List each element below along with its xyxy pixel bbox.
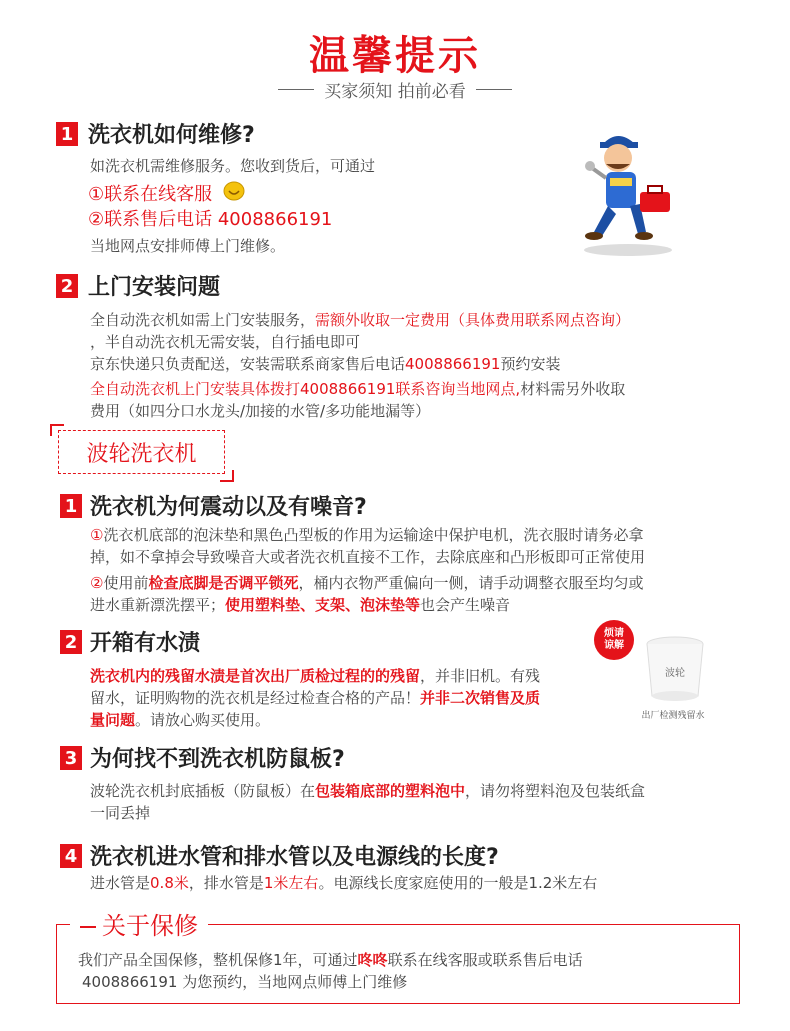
- install-line-3: [90, 353, 560, 375]
- repair-intro: 如洗衣机需维修服务。您收到货后，可通过: [90, 157, 376, 175]
- warranty-line-1-post: 联系在线客服或联系售后电话: [387, 951, 583, 969]
- apology-badge-text: 烦请谅解: [604, 628, 624, 651]
- warranty-title-dash: [80, 926, 96, 928]
- q1-heading: 洗衣机为何震动以及有噪音?: [90, 495, 367, 520]
- q4-inlet-label: 进水管是: [90, 874, 151, 892]
- page-subtitle: 买家须知 拍前必看: [324, 81, 466, 102]
- repair-option-online-text: ①联系在线客服: [88, 184, 213, 205]
- install-line-1: [90, 309, 630, 331]
- q4-inlet-length: 0.8米: [150, 874, 189, 892]
- chat-icon: [222, 180, 246, 210]
- warranty-title: [70, 906, 208, 941]
- warranty-line-1: [78, 949, 583, 971]
- q1-answer-2b: [90, 594, 510, 616]
- category-label: 波轮洗衣机: [58, 430, 225, 474]
- q2-not-resale: 并非二次销售及质: [420, 689, 541, 707]
- warranty-title-text: 关于保修: [102, 912, 198, 940]
- q1-answer-2a-post: ，桶内衣物严重偏向一侧，请手动调整衣服至均匀或: [298, 574, 644, 592]
- section-heading-repair: 洗衣机如何维修?: [88, 123, 255, 148]
- q-number-1: 1: [60, 494, 82, 518]
- q4-heading: 洗衣机进水管和排水管以及电源线的长度?: [90, 845, 499, 870]
- q4-power-cord: 。电源线长度家庭使用的一般是1.2米左右: [318, 874, 598, 892]
- section-number-1: 1: [56, 122, 78, 146]
- q2-quality: 量问题: [90, 711, 136, 729]
- q1-answer-2b-post: 也会产生噪音: [420, 596, 511, 614]
- q3-answer-1: [90, 780, 645, 802]
- install-line-1-red: 需额外收取一定费用（具体费用联系网点咨询）: [315, 311, 631, 329]
- q2-answer-1: [90, 665, 540, 687]
- divider-left: [278, 89, 314, 90]
- q3-answer-1-post: ，请勿将塑料泡及包装纸盒: [465, 782, 646, 800]
- q-number-3: 3: [60, 746, 82, 770]
- q1-answer-1a: [90, 524, 643, 546]
- install-line-3-end: 预约安装: [500, 355, 561, 373]
- q3-answer-1-pre: 波轮洗衣机封底插板（防鼠板）在: [90, 782, 316, 800]
- q-number-4: 4: [60, 844, 82, 868]
- q1-circle-1: ①: [90, 526, 104, 544]
- q2-answer-3: [90, 709, 270, 731]
- warranty-dongdong: 咚咚: [357, 951, 388, 969]
- repair-outro: 当地网点安排师傅上门维修。: [90, 237, 286, 255]
- q2-answer-3-post: 。请放心购买使用。: [135, 711, 271, 729]
- section-number-2: 2: [56, 274, 78, 298]
- bracket-tl: [50, 424, 64, 436]
- apology-badge: [594, 620, 634, 660]
- warranty-line-1-pre: 我们产品全国保修，整机保修1年，可通过: [78, 951, 358, 969]
- q4-drain-label: ，排水管是: [188, 874, 264, 892]
- q3-location: 包装箱底部的塑料泡中: [315, 782, 466, 800]
- repairman-illustration: [568, 126, 686, 258]
- q1-answer-2a-pre: 使用前: [103, 574, 149, 592]
- section-heading-install: 上门安装问题: [88, 275, 221, 300]
- install-line-4: [90, 378, 625, 400]
- q-number-2: 2: [60, 630, 82, 654]
- q1-circle-2: ②: [90, 574, 104, 592]
- install-line-2: ，半自动洗衣机无需安装，自行插电即可: [90, 333, 361, 351]
- divider-right: [476, 89, 512, 90]
- q2-heading: 开箱有水渍: [90, 631, 201, 656]
- q1-pads-warning: 使用塑料垫、支架、泡沫垫等: [225, 596, 421, 614]
- warranty-line-2: 4008866191 为您预约，当地网点师傅上门维修: [82, 973, 408, 991]
- q1-answer-2b-pre: 进水重新漂洗摆平；: [90, 596, 226, 614]
- install-line-4-red: 全自动洗衣机上门安装具体拨打4008866191联系咨询当地网点,: [90, 380, 521, 398]
- q3-heading: 为何找不到洗衣机防鼠板?: [90, 747, 345, 772]
- bracket-br: [220, 470, 234, 482]
- q1-answer-2a: [90, 572, 644, 594]
- repair-option-online: [88, 180, 246, 210]
- q4-drain-length: 1米左右: [263, 874, 319, 892]
- q2-answer-2: [90, 687, 540, 709]
- q3-answer-2: 一同丢掉: [90, 804, 151, 822]
- install-phone: 4008866191: [405, 355, 501, 373]
- q4-answer: [90, 872, 597, 894]
- q2-answer-2-normal: 留水，证明购物的洗衣机是经过检查合格的产品！: [90, 689, 421, 707]
- install-line-3-normal: 京东快递只负责配送，安装需联系商家售后电话: [90, 355, 406, 373]
- q1-check-feet: 检查底脚是否调平锁死: [148, 574, 299, 592]
- install-line-1-normal: 全自动洗衣机如需上门安装服务，: [90, 311, 316, 329]
- q2-residual-water: 洗衣机内的残留水渍是首次出厂质检过程的的残留: [90, 667, 421, 685]
- repair-option-phone: ②联系售后电话 4008866191: [88, 209, 333, 230]
- subtitle-row: [0, 77, 790, 101]
- q1-answer-1a-text: 洗衣机底部的泡沫垫和黑色凸型板的作用为运输途中保护电机，洗衣服时请务必拿: [103, 526, 644, 544]
- q2-answer-1-post: ，并非旧机。有残: [420, 667, 541, 685]
- q1-answer-1b: 掉，如不拿掉会导致噪音大或者洗衣机直接不工作，去除底座和凸形板即可正常使用: [90, 548, 646, 566]
- bucket-label: 波轮: [665, 668, 685, 679]
- install-line-5: 费用（如四分口水龙头/加接的水管/多功能地漏等）: [90, 402, 431, 420]
- bucket-caption: 出厂检测残留水: [641, 711, 705, 721]
- install-line-4-normal: 材料需另外收取: [520, 380, 626, 398]
- page-title: 温馨提示: [309, 33, 481, 79]
